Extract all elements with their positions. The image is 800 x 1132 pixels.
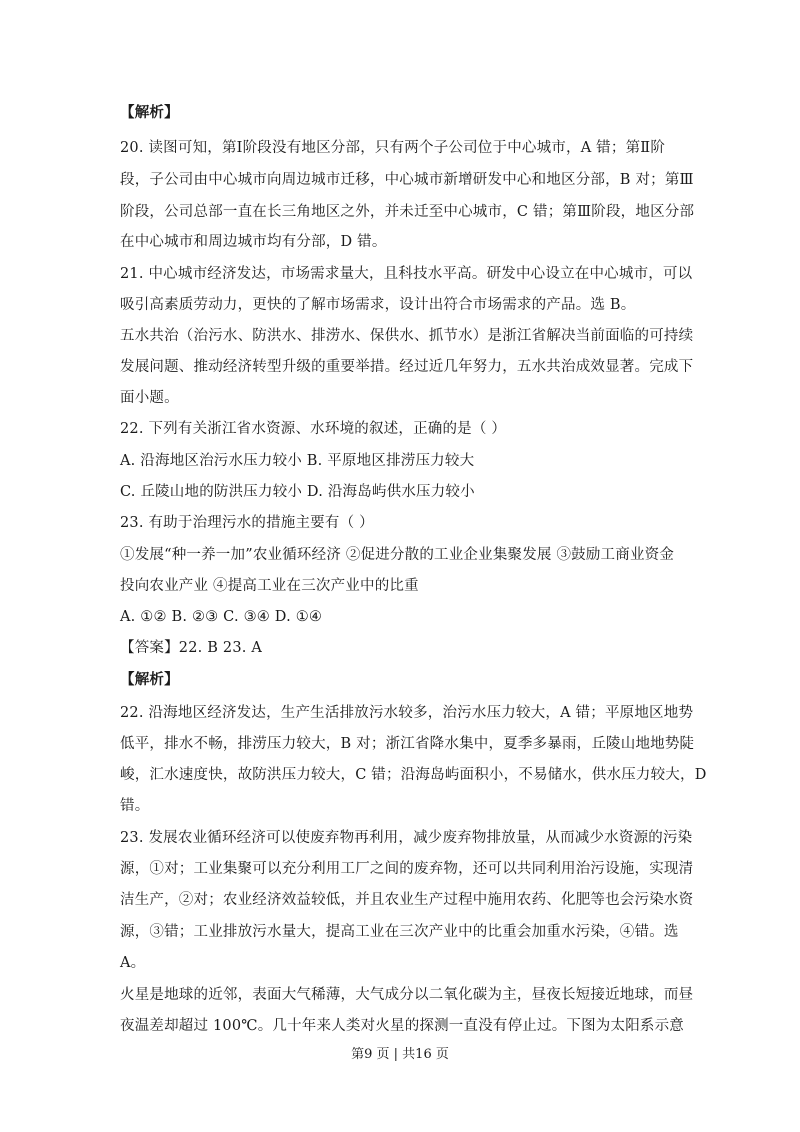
analysis-heading: 【解析】 xyxy=(120,671,179,688)
text-line: 21. 中心城市经济发达，市场需求量大，且科技水平高。研发中心设立在中心城市，可以 xyxy=(120,266,693,282)
text-line: 23. 发展农业循环经济可以使废弃物再利用，减少废弃物排放量，从而减少水资源的污染 xyxy=(120,830,693,846)
text-line: ①发展“种一养一加”农业循环经济 ②促进分散的工业企业集聚发展 ③鼓励工商业资金 xyxy=(120,547,675,563)
text-line: A。 xyxy=(120,955,146,971)
text-line: 源，③错；工业排放污水量大，提高工业在三次产业中的比重会加重水污染，④错。选 xyxy=(120,924,679,940)
text-line: 段，子公司由中心城市向周边城市迁移，中心城市新增研发中心和地区分部，B 对；第Ⅲ xyxy=(120,172,694,188)
question-22: 22. 下列有关浙江省水资源、水环境的叙述，正确的是（ ） xyxy=(120,421,507,437)
text-line: 五水共治（治污水、防洪水、排涝水、保供水、抓节水）是浙江省解决当前面临的可持续 xyxy=(120,328,694,344)
question-23-options: A. ①② B. ②③ C. ③④ D. ①④ xyxy=(120,609,323,625)
text-line: 吸引高素质劳动力，更快的了解市场需求，设计出符合市场需求的产品。选 B。 xyxy=(120,297,636,313)
question-22-options-cd: C. 丘陵山地的防洪压力较小 D. 沿海岛屿供水压力较小 xyxy=(120,484,475,500)
page-footer: 第9 页 | 共16 页 xyxy=(351,1047,449,1062)
question-23: 23. 有助于治理污水的措施主要有（ ） xyxy=(120,515,374,531)
question-22-options-ab: A. 沿海地区治污水压力较小 B. 平原地区排涝压力较大 xyxy=(120,453,475,469)
text-line: 阶段，公司总部一直在长三角地区之外，并未迁至中心城市，C 错；第Ⅲ阶段，地区分部 xyxy=(120,204,695,220)
text-line: 洁生产，②对；农业经济效益较低，并且农业生产过程中施用农药、化肥等也会污染水资 xyxy=(120,892,694,908)
text-line: 面小题。 xyxy=(120,390,179,406)
answer-line: 【答案】22. B 23. A xyxy=(120,640,263,656)
analysis-heading: 【解析】 xyxy=(120,104,179,121)
text-line: 20. 读图可知，第Ⅰ阶段没有地区分部，只有两个子公司位于中心城市，A 错；第Ⅱ阶 xyxy=(120,140,666,156)
text-line: 火星是地球的近邻，表面大气稀薄，大气成分以二氧化碳为主，昼夜长短接近地球，而昼 xyxy=(120,987,694,1003)
text-line: 22. 沿海地区经济发达，生产生活排放污水较多，治污水压力较大，A 错；平原地区地势 xyxy=(120,705,694,721)
text-line: 夜温差却超过 100℃。几十年来人类对火星的探测一直没有停止过。下图为太阳系示意 xyxy=(120,1018,685,1034)
text-line: 投向农业产业 ④提高工业在三次产业中的比重 xyxy=(120,578,419,594)
text-line: 发展问题、推动经济转型升级的重要举措。经过近几年努力，五水共治成效显著。完成下 xyxy=(120,359,694,375)
text-line: 峻，汇水速度快，故防洪压力较大，C 错；沿海岛屿面积小，不易储水，供水压力较大，D xyxy=(120,767,707,783)
text-line: 低平，排水不畅，排涝压力较大，B 对；浙江省降水集中，夏季多暴雨，丘陵山地地势陡 xyxy=(120,736,695,752)
text-line: 在中心城市和周边城市均有分部，D 错。 xyxy=(120,234,387,250)
text-line: 错。 xyxy=(120,798,150,814)
text-line: 源，①对；工业集聚可以充分利用工厂之间的废弃物，还可以共同利用治污设施，实现清 xyxy=(120,861,694,877)
